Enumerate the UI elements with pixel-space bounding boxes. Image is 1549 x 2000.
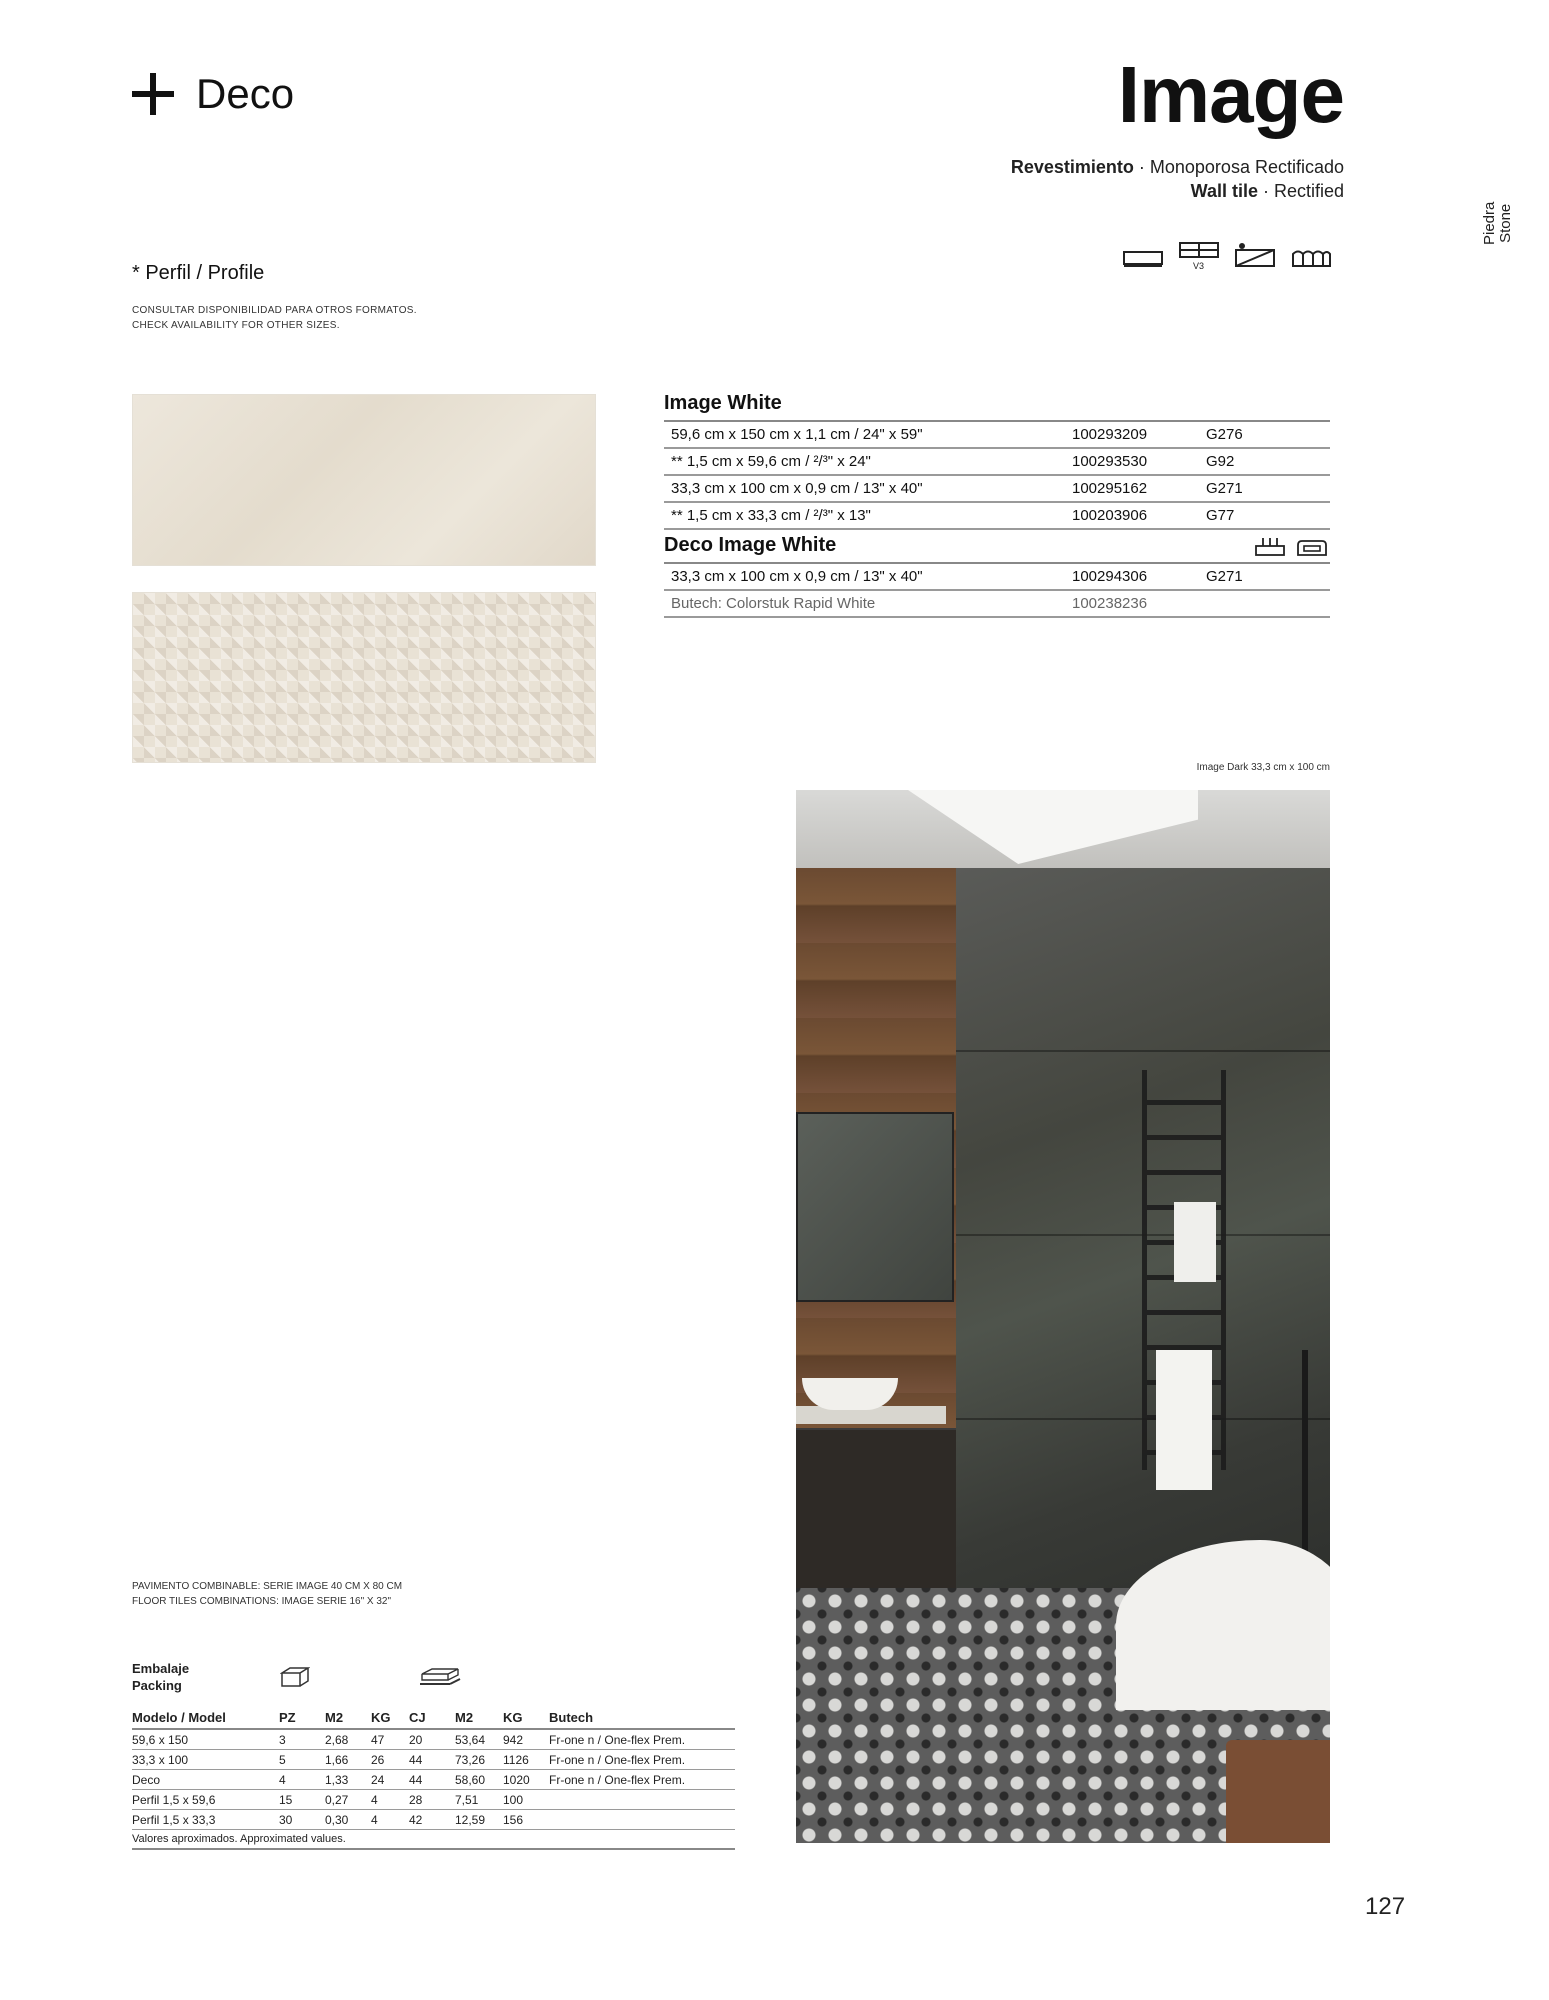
- table-cell: Fr-one n / One-flex Prem.: [549, 1752, 686, 1767]
- table-cell: 15: [279, 1792, 293, 1807]
- header-cell: M2: [455, 1709, 474, 1725]
- wall-use-icon: [1234, 242, 1276, 270]
- photo-towel: [1174, 1202, 1216, 1282]
- table-cell: 58,60: [455, 1772, 486, 1787]
- packing-table: [132, 1706, 735, 1850]
- product-group-title: Image White: [664, 392, 782, 414]
- code-cell: 100293530: [1072, 453, 1148, 470]
- tile-swatch-image-white: [132, 394, 596, 566]
- category-side-label: [1482, 202, 1514, 245]
- section-header: [132, 70, 294, 118]
- grade-cell: G77: [1206, 507, 1235, 524]
- size-cell: ** 1,5 cm x 33,3 cm / ²/³" x 13": [671, 507, 871, 524]
- size-cell: 59,6 cm x 150 cm x 1,1 cm / 24" x 59": [671, 426, 923, 443]
- table-cell: 4: [279, 1772, 286, 1787]
- header-cell: Butech: [549, 1709, 594, 1725]
- table-cell: 42: [409, 1812, 423, 1827]
- table-cell: 33,3 x 100: [132, 1752, 189, 1767]
- floor-combination-note-en: FLOOR TILES COMBINATIONS: IMAGE SERIE 16" X 32": [132, 1596, 392, 1607]
- subtitle-en: [1191, 181, 1344, 202]
- photo-caption: Image Dark 33,3 cm x 100 cm: [1196, 762, 1330, 773]
- v3-label: V3: [1193, 261, 1205, 270]
- table-cell: 100: [503, 1792, 524, 1807]
- table-cell: 1,66: [325, 1752, 349, 1767]
- table-cell: 59,6 x 150: [132, 1732, 189, 1747]
- header-cell: CJ: [409, 1709, 426, 1725]
- availability-note-es: CONSULTAR DISPONIBILIDAD PARA OTROS FORMATOS.: [132, 305, 417, 316]
- size-cell: 33,3 cm x 100 cm x 0,9 cm / 13" x 40": [671, 480, 923, 497]
- header-cell: KG: [503, 1709, 523, 1725]
- subtitle-en-rest: · Rectified: [1257, 181, 1344, 201]
- photo-mirror: [796, 1112, 954, 1302]
- box-icon: [280, 1666, 310, 1688]
- table-row: [132, 1810, 735, 1830]
- table-cell: 44: [409, 1772, 423, 1787]
- photo-vanity-shadow: [796, 1430, 956, 1590]
- code-cell: 100203906: [1072, 507, 1148, 524]
- indoor-wall-icon: [1296, 537, 1328, 557]
- table-cell: 4: [371, 1792, 378, 1807]
- table-cell: 53,64: [455, 1732, 486, 1747]
- code-cell: 100295162: [1072, 480, 1148, 497]
- side-label-en: Stone: [1497, 203, 1514, 243]
- table-cell: 12,59: [455, 1812, 486, 1827]
- rectified-edge-icon: [1122, 246, 1164, 270]
- table-cell: 30: [279, 1812, 293, 1827]
- side-label-es: Piedra: [1481, 201, 1498, 245]
- tile-swatch-deco-image-white: [132, 592, 596, 763]
- table-cell: Fr-one n / One-flex Prem.: [549, 1732, 686, 1747]
- water-absorption-icon: [1254, 537, 1286, 557]
- photo-towel: [1156, 1350, 1212, 1490]
- subtitle-es: [1011, 157, 1344, 178]
- table-cell: 0,27: [325, 1792, 349, 1807]
- header-cell: M2: [325, 1709, 344, 1725]
- table-row: [664, 449, 1330, 476]
- table-cell: 1020: [503, 1772, 530, 1787]
- code-cell: 100293209: [1072, 426, 1148, 443]
- availability-note-en: CHECK AVAILABILITY FOR OTHER SIZES.: [132, 320, 340, 331]
- table-row: [664, 503, 1330, 530]
- grade-cell: G271: [1206, 568, 1243, 585]
- table-cell: 942: [503, 1732, 524, 1747]
- header-cell: Modelo / Model: [132, 1709, 226, 1725]
- packing-title-es: Embalaje: [132, 1661, 190, 1676]
- grade-cell: G276: [1206, 426, 1243, 443]
- table-row: [132, 1770, 735, 1790]
- table-cell: Deco: [132, 1772, 161, 1787]
- profile-note: * Perfil / Profile: [132, 262, 265, 284]
- product-group-header: [664, 530, 1330, 564]
- table-row: [132, 1730, 735, 1750]
- size-cell: Butech: Colorstuk Rapid White: [671, 595, 876, 612]
- table-row: [664, 591, 1330, 618]
- product-group-title: Deco Image White: [664, 534, 837, 556]
- table-cell: 26: [371, 1752, 385, 1767]
- size-cell: ** 1,5 cm x 59,6 cm / ²/³" x 24": [671, 453, 871, 470]
- table-cell: 7,51: [455, 1792, 479, 1807]
- plus-icon: [132, 73, 174, 115]
- packing-header-row: [132, 1706, 735, 1730]
- product-table: [664, 388, 1330, 618]
- grade-cell: G92: [1206, 453, 1235, 470]
- table-cell: 1126: [503, 1752, 529, 1767]
- shade-variation-icon: [1178, 240, 1220, 270]
- grade-cell: G271: [1206, 480, 1243, 497]
- table-cell: Perfil 1,5 x 59,6: [132, 1792, 216, 1807]
- code-cell: 100238236: [1072, 595, 1148, 612]
- subtitle-es-bold: Revestimiento: [1010, 157, 1134, 177]
- product-title: Image: [1117, 50, 1344, 139]
- product-group-header: [664, 388, 1330, 422]
- packing-title: [132, 1660, 189, 1694]
- frost-resistance-icon: [1290, 246, 1332, 270]
- size-cell: 33,3 cm x 100 cm x 0,9 cm / 13" x 40": [671, 568, 923, 585]
- bathroom-photo: [796, 790, 1330, 1843]
- section-title: Deco: [196, 70, 295, 117]
- packing-footnote: Valores aproximados. Approximated values.: [132, 1830, 735, 1850]
- deco-icons: [1254, 537, 1330, 557]
- table-cell: 24: [371, 1772, 385, 1787]
- table-row: [132, 1750, 735, 1770]
- header-cell: KG: [371, 1709, 391, 1725]
- table-cell: 47: [371, 1732, 385, 1747]
- table-row: [132, 1790, 735, 1810]
- header-cell: PZ: [279, 1709, 296, 1725]
- table-cell: 5: [279, 1752, 286, 1767]
- floor-combination-note-es: PAVIMENTO COMBINABLE: SERIE IMAGE 40 CM X 80 CM: [132, 1581, 403, 1592]
- table-cell: 1,33: [325, 1772, 349, 1787]
- table-cell: 3: [279, 1732, 286, 1747]
- table-cell: 2,68: [325, 1732, 349, 1747]
- code-cell: 100294306: [1072, 568, 1148, 585]
- table-cell: 4: [371, 1812, 378, 1827]
- table-cell: Fr-one n / One-flex Prem.: [549, 1772, 686, 1787]
- table-cell: 28: [409, 1792, 423, 1807]
- table-cell: 0,30: [325, 1812, 349, 1827]
- table-cell: 156: [503, 1812, 524, 1827]
- pallet-icon: [418, 1666, 462, 1688]
- table-cell: Perfil 1,5 x 33,3: [132, 1812, 216, 1827]
- table-row: [664, 564, 1330, 591]
- table-row: [664, 476, 1330, 503]
- table-cell: 20: [409, 1732, 423, 1747]
- technical-icons: [1122, 240, 1332, 270]
- table-row: [664, 422, 1330, 449]
- page-number: 127: [1365, 1893, 1406, 1920]
- table-cell: 73,26: [455, 1752, 486, 1767]
- subtitle-es-rest: · Monoporosa Rectificado: [1133, 157, 1344, 177]
- table-cell: 44: [409, 1752, 423, 1767]
- subtitle-en-bold: Wall tile: [1190, 181, 1258, 201]
- packing-title-en: Packing: [132, 1678, 182, 1693]
- photo-stool: [1226, 1740, 1330, 1843]
